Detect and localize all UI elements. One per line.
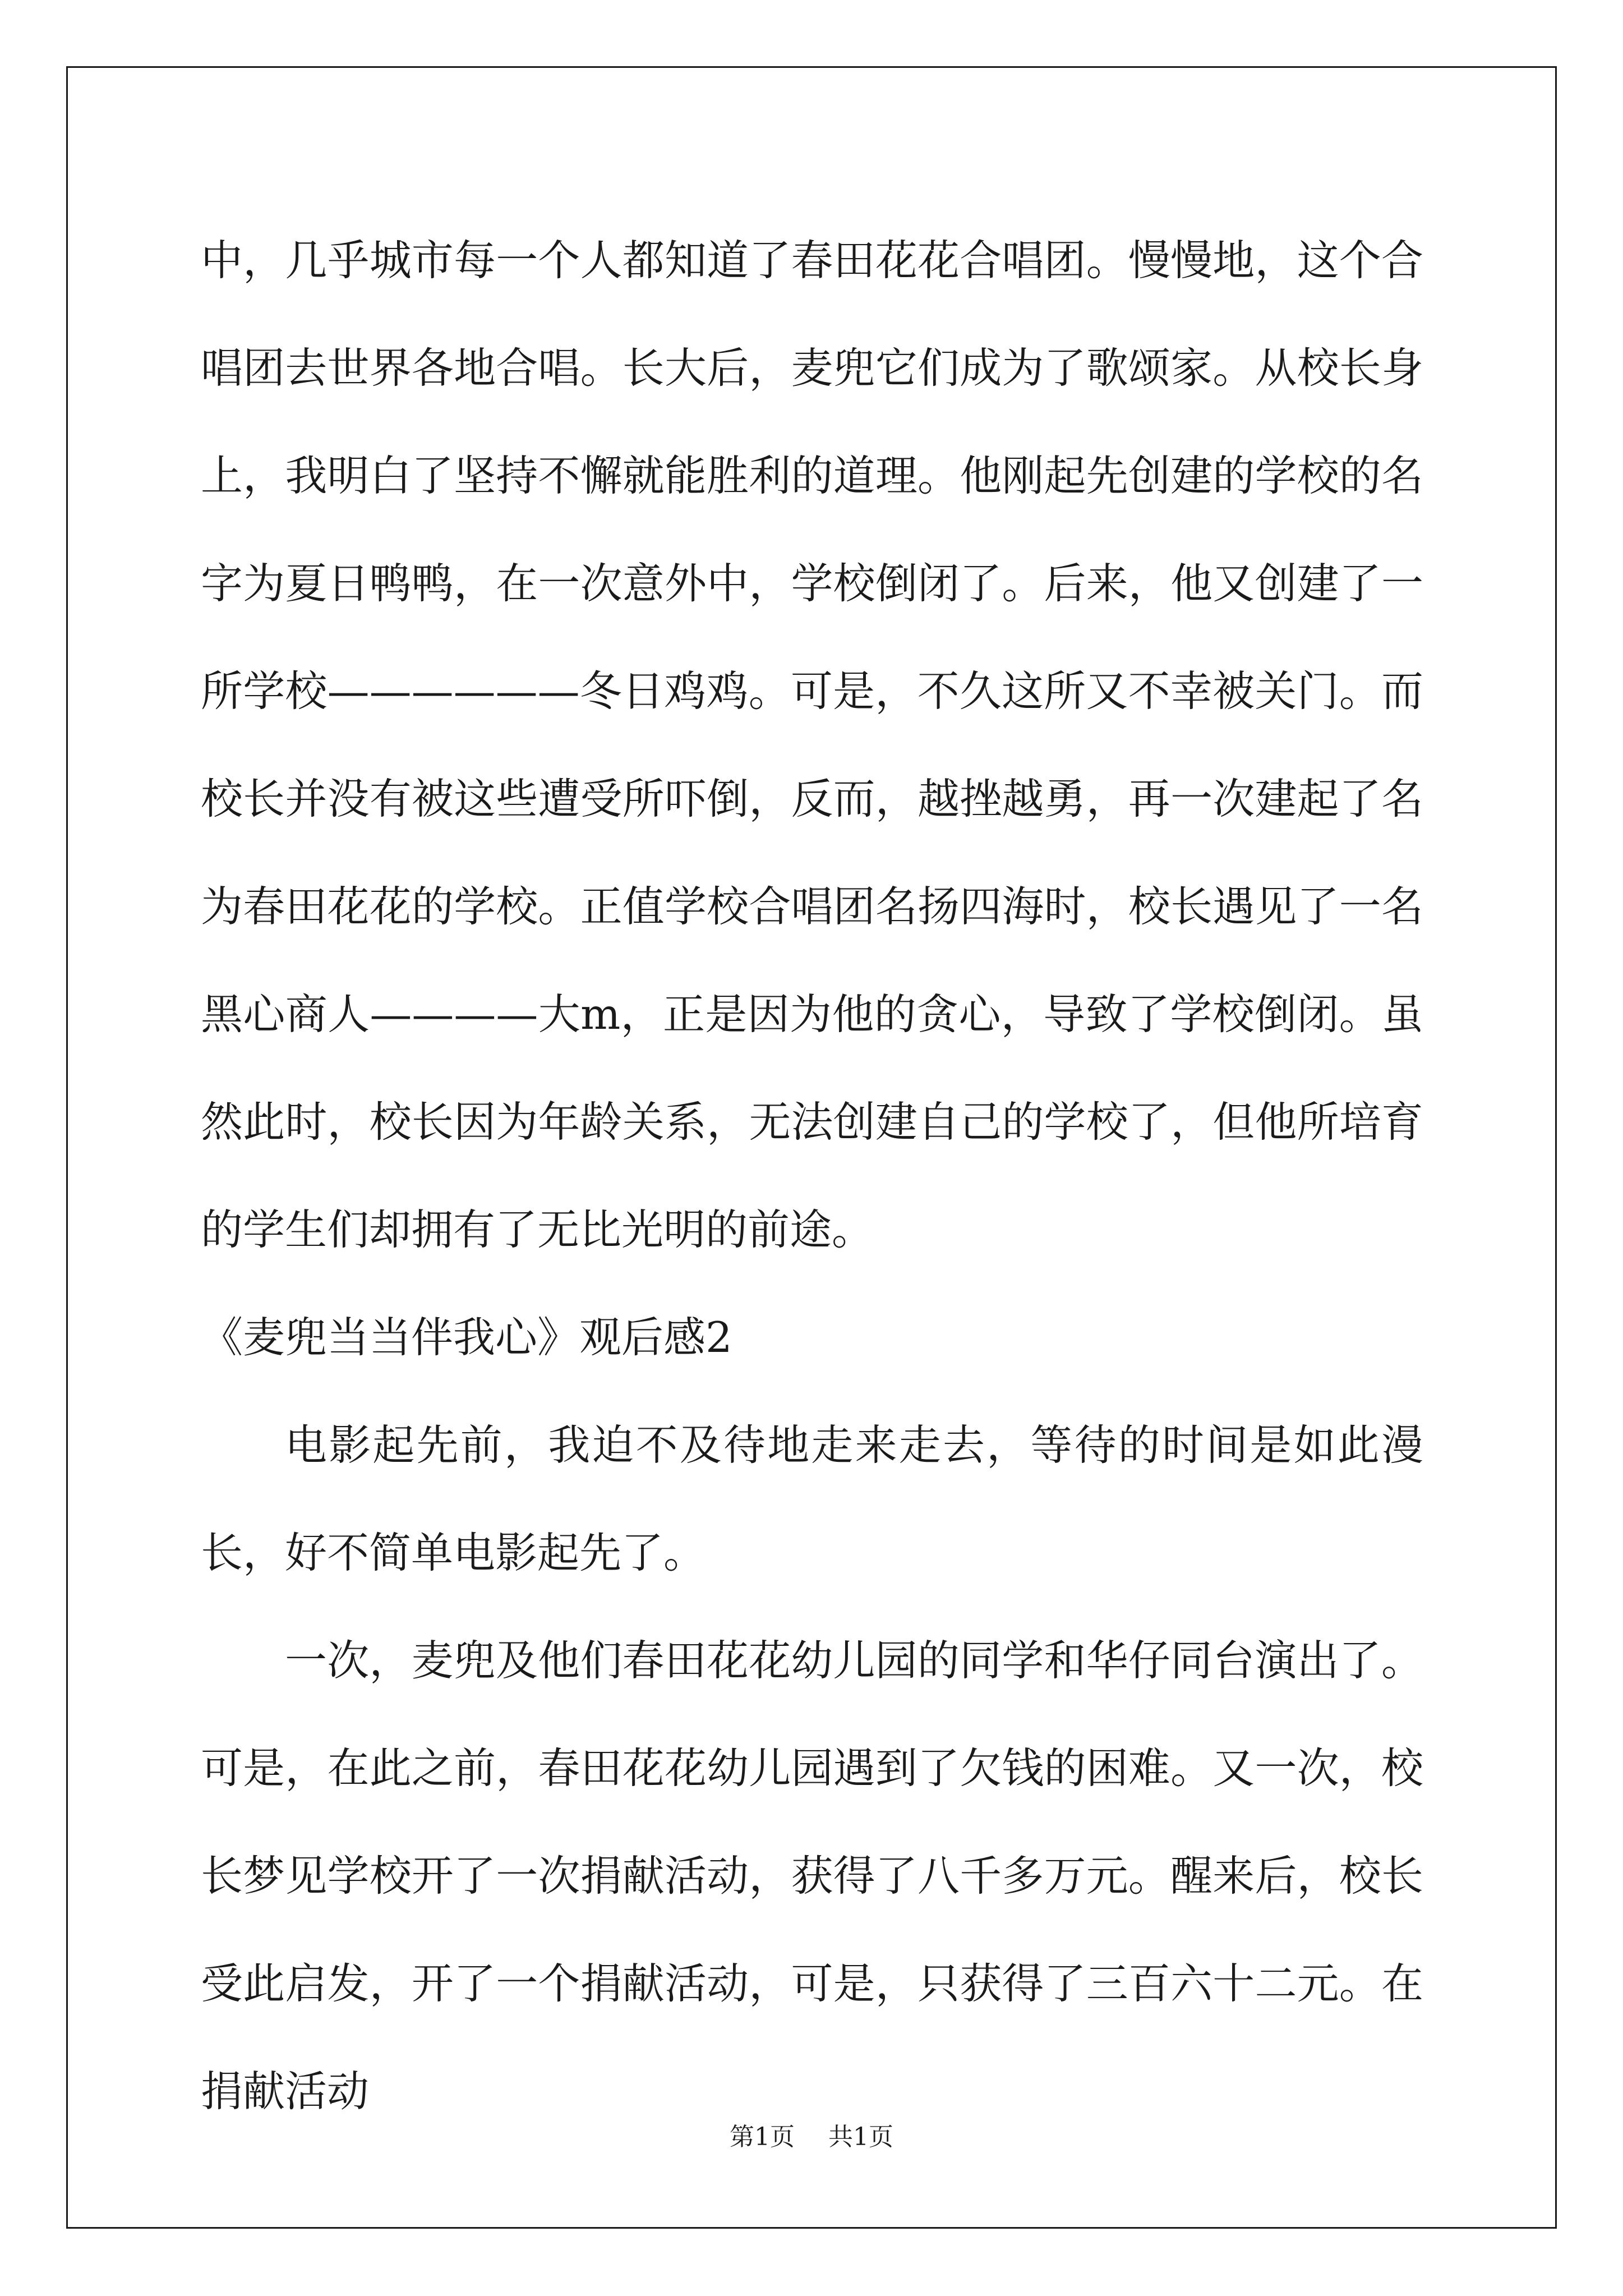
document-body (201, 206, 1423, 2145)
paragraph-continuation: 中，几乎城市每一个人都知道了春田花花合唱团。慢慢地，这个合唱团去世界各地合唱。长大后，麦兜它们成为了歌颂家。从校长身上，我明白了坚持不懈就能胜利的道理。他刚起先创建的学校的名字为夏日鸭鸭，在一次意外中，学校倒闭了。后来，他又创建了一所学校——————冬日鸡鸡。可是，不久这所又不幸被关门。而校长并没有被这些遭受所吓倒，反而，越挫越勇，再一次建起了名为春田花花的学校。正值学校合唱团名扬四海时，校长遇见了一名黑心商人————大m，正是因为他的贪心，导致了学校倒闭。虽然此时，校长因为年龄关系，无法创建自己的学校了，但他所培育的学生们却拥有了无比光明的前途。 (201, 236, 1423, 1254)
paragraph: 电影起先前，我迫不及待地走来走去，等待的时间是如此漫长，好不简单电影起先了。 (201, 1420, 1423, 1577)
paragraph: 一次，麦兜及他们春田花花幼儿园的同学和华仔同台演出了。可是，在此之前，春田花花幼儿园遇到了欠钱的困难。又一次，校长梦见学校开了一次捐献活动，获得了八千多万元。醒来后，校长受此启发，开了一个捐献活动，可是，只获得了三百六十二元。在捐献活动 (201, 1636, 1423, 2116)
page-footer (0, 2120, 1623, 2154)
page-number: 第1页 (730, 2123, 795, 2151)
page-total: 共1页 (828, 2123, 893, 2151)
section-heading: 《麦兜当当伴我心》观后感2 (201, 1313, 732, 1362)
